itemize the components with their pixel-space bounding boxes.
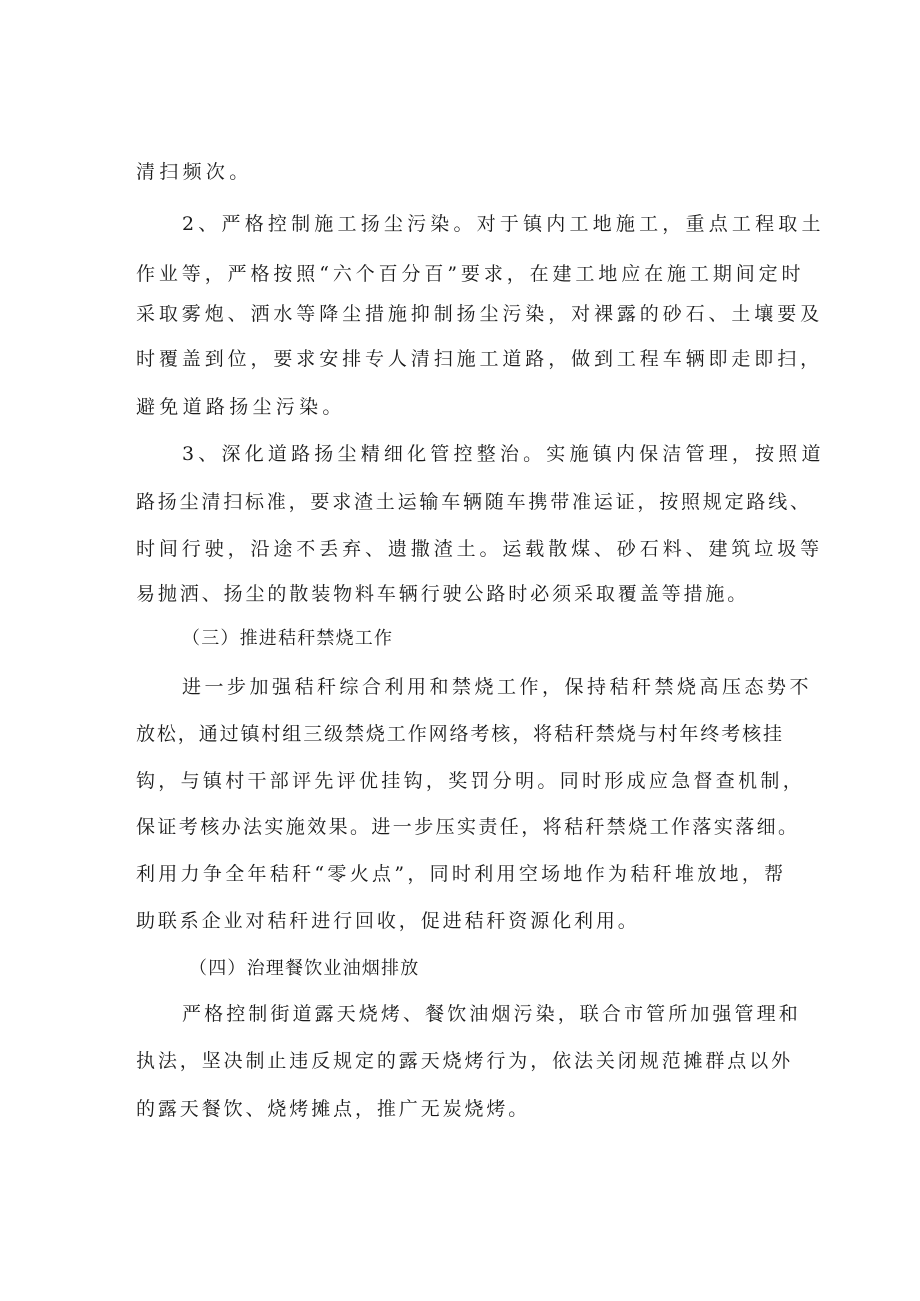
text-line-1: 清扫频次。 [136,161,253,183]
text-line-8: 路扬尘清扫标准，要求渣土运输车辆随车携带准运证，按照规定路线、 [136,491,812,513]
text-line-6: 避免道路扬尘污染。 [136,396,346,418]
text-line-7: 3、深化道路扬尘精细化管控整治。实施镇内保洁管理，按照道 [182,443,825,465]
text-line-4: 采取雾炮、洒水等降尘措施抑制扬尘污染，对裸露的砂石、土壤要及 [136,303,824,325]
text-line-14: 钩，与镇村干部评先评优挂钩，奖罚分明。同时形成应急督查机制， [136,770,806,792]
text-line-5: 时覆盖到位，要求安排专人清扫施工道路，做到工程车辆即走即扫， [136,348,824,370]
text-line-20: 执法，坚决制止违反规定的露天烧烤行为，依法关闭规范摊群点以外 [136,1050,794,1072]
section-heading-3: （三）推进秸秆禁烧工作 [182,628,394,649]
section-heading-4: （四）治理餐饮业油烟排放 [189,958,420,979]
text-line-16: 利用力争全年秸秆“零火点”，同时利用空场地作为秸秆堆放地，帮 [136,863,787,885]
text-line-13: 放松，通过镇村组三级禁烧工作网络考核，将秸秆禁烧与村年终考核挂 [136,723,784,745]
text-line-17: 助联系企业对秸秆进行回收，促进秸秆资源化利用。 [136,910,640,932]
text-line-2: 2、严格控制施工扬尘污染。对于镇内工地施工，重点工程取土 [182,213,825,235]
text-line-3: 作业等，严格按照“六个百分百”要求，在建工地应在施工期间定时 [136,263,805,285]
text-line-15: 保证考核办法实施效果。进一步压实责任，将秸秆禁烧工作落实落细。 [136,816,800,838]
text-line-19: 严格控制街道露天烧烤、餐饮油烟污染，联合市管所加强管理和 [182,1003,801,1025]
text-line-9: 时间行驶，沿途不丢弃、遗撒渣土。运载散煤、砂石料、建筑垃圾等 [136,538,824,560]
text-line-12: 进一步加强秸秆综合利用和禁烧工作，保持秸秆禁烧高压态势不 [182,676,813,698]
text-line-21: 的露天餐饮、烧烤摊点，推广无炭烧烤。 [136,1098,531,1120]
text-line-10: 易抛洒、扬尘的散装物料车辆行驶公路时必须采取覆盖等措施。 [136,583,750,605]
